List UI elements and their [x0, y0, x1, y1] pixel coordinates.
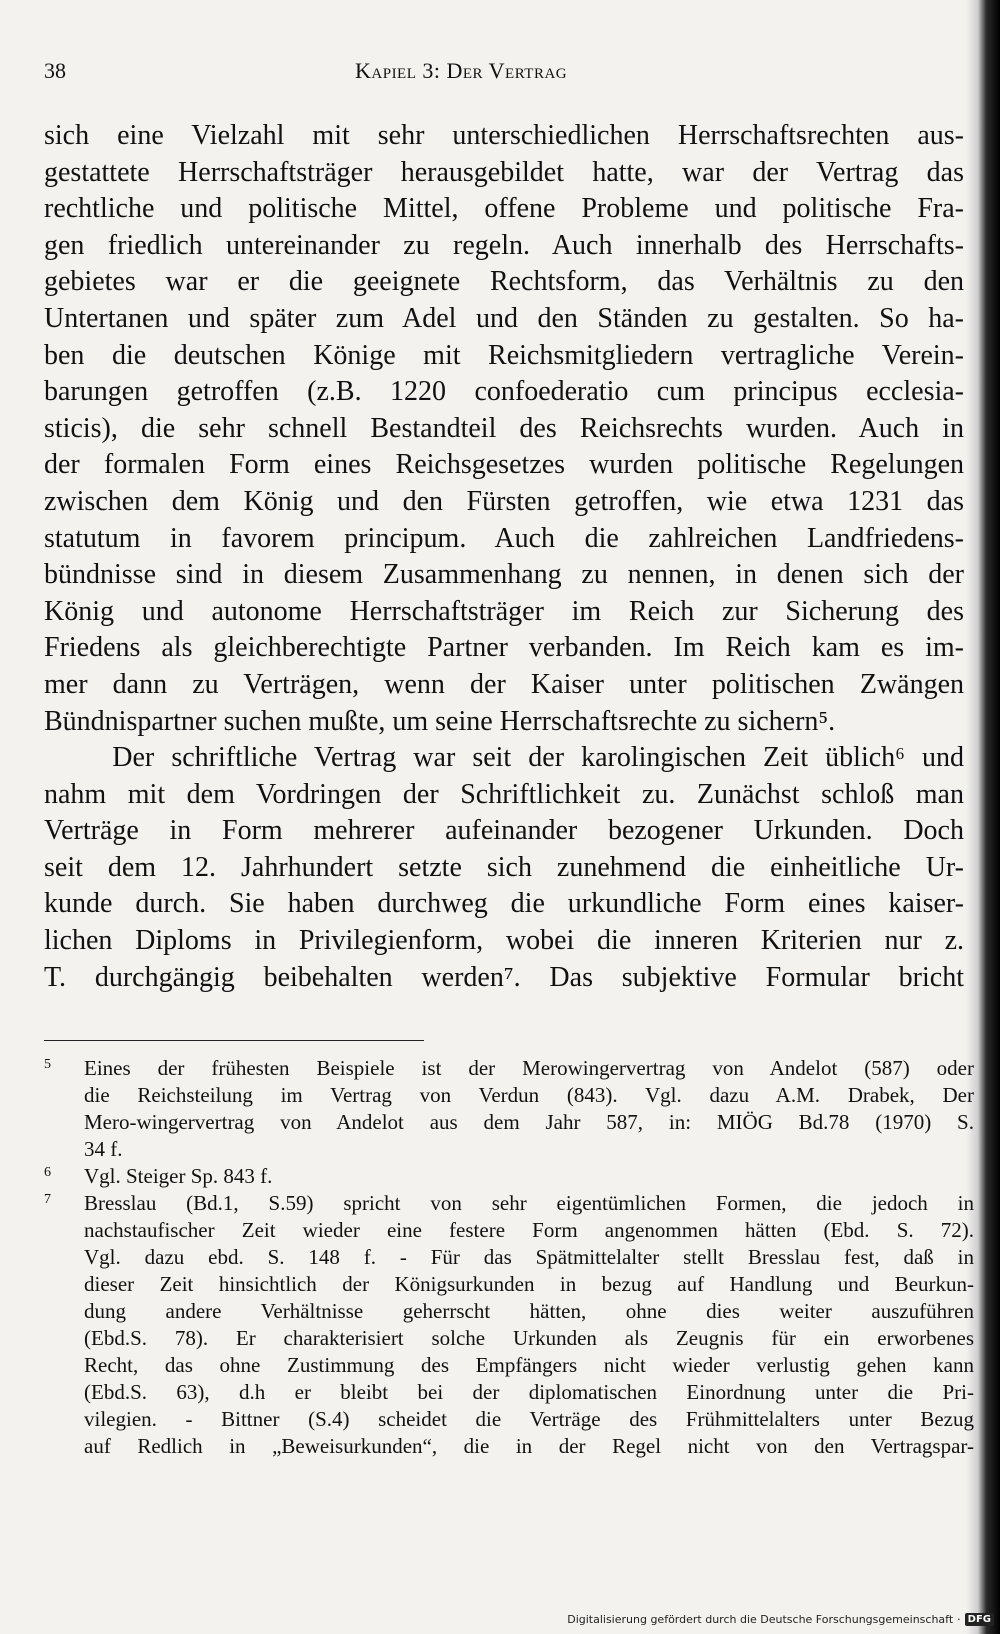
footnote-line: (Ebd.S. 78). Er charakterisiert solche Urkunden als Zeugnis für ein erworbenes — [84, 1326, 974, 1350]
digitization-text: Digitalisierung gefördert durch die Deutsche Forschungsgemeinschaft — [567, 1612, 954, 1626]
body-line: sich eine Vielzahl mit sehr unterschiedlichen Herrschaftsrechten aus- — [44, 120, 964, 151]
body-line: barungen getroffen (z.B. 1220 confoederatio cum principus ecclesia- — [44, 376, 964, 408]
body-line: gen friedlich untereinander zu regeln. Auch innerhalb des Herrschafts- — [44, 229, 964, 261]
body-line: rechtliche und politische Mittel, offene Probleme und politische Fra- — [44, 193, 964, 225]
body-line: Untertanen und später zum Adel und den Ständen zu gestalten. So ha- — [44, 302, 964, 334]
body-line: sticis), die sehr schnell Bestandteil des Reichsrechts wurden. Auch in — [44, 412, 964, 444]
footnote-mark: 7 — [44, 1192, 51, 1207]
footnote-text: Bresslau (Bd.1, S.59) spricht von sehr eigentümlichen Formen, die jedoch in — [84, 1191, 974, 1215]
body-line: statutum in favorem principum. Auch die zahlreichen Landfriedens- — [44, 522, 964, 554]
body-line: bündnisse sind in diesem Zusammenhang zu nennen, in denen sich der — [44, 559, 964, 591]
body-line: nahm mit dem Vordringen der Schriftlichkeit zu. Zunächst schloß man — [44, 778, 964, 810]
footnote-mark: 6 — [44, 1165, 51, 1180]
body-line: Bündnispartner suchen mußte, um seine Herrschaftsrechte zu sichern⁵. — [44, 705, 836, 737]
footnote-line: (Ebd.S. 63), d.h er bleibt bei der diplomatischen Einordnung unter die Pri- — [84, 1380, 974, 1404]
footnote-line — [44, 1055, 974, 1082]
footnote-line: auf Redlich in „Beweisurkunden“, die in der Regel nicht von den Vertragspar- — [84, 1434, 974, 1458]
body-line: T. durchgängig beibehalten werden⁷. Das subjektive Formular bricht — [44, 961, 964, 993]
body-line: ben die deutschen Könige mit Reichsmitgliedern vertragliche Verein- — [44, 339, 964, 371]
footnote-line — [44, 1190, 974, 1217]
footnote-line: 34 f. — [84, 1137, 123, 1161]
footnote-line — [44, 1163, 974, 1190]
body-line: gebietes war er die geeignete Rechtsform, das Verhältnis zu den — [44, 266, 964, 298]
footnote-line: Recht, das ohne Zustimmung des Empfängers nicht wieder verlustig gehen kann — [84, 1353, 974, 1377]
body-line: mer dann zu Verträgen, wenn der Kaiser unter politischen Zwängen — [44, 668, 964, 700]
footnote-mark: 5 — [44, 1057, 51, 1072]
footnote-line: dieser Zeit hinsichtlich der Königsurkunden in bezug auf Handlung und Beurkun- — [84, 1272, 974, 1296]
footnote-line: die Reichsteilung im Vertrag von Verdun (843). Vgl. dazu A.M. Drabek, Der — [84, 1083, 974, 1107]
body-line: kunde durch. Sie haben durchweg die urkundliche Form eines kaiser- — [44, 888, 964, 920]
footnotes — [44, 1055, 974, 1460]
footnote-line: dung andere Verhältnisse geherrscht hätten, ohne dies weiter auszuführen — [84, 1299, 974, 1323]
body-line: lichen Diploms in Privilegienform, wobei die inneren Kriterien nur z. — [44, 925, 964, 957]
body-line: Friedens als gleichberechtigte Partner verbanden. Im Reich kam es im- — [44, 632, 964, 664]
body-line: zwischen dem König und den Fürsten getroffen, wie etwa 1231 das — [44, 485, 964, 517]
main-text — [44, 118, 964, 996]
body-line: gestattete Herrschaftsträger herausgebildet hatte, war der Vertrag das — [44, 156, 964, 188]
body-line: Der schriftliche Vertrag war seit der karolingischen Zeit üblich⁶ und — [44, 742, 964, 774]
footnote-text: Eines der frühesten Beispiele ist der Merowingervertrag von Andelot (587) oder — [84, 1056, 974, 1080]
page-number: 38 — [44, 58, 66, 83]
digitization-notice — [567, 1608, 994, 1630]
separator: · — [957, 1612, 961, 1626]
body-line: Verträge in Form mehrerer aufeinander bezogener Urkunden. Doch — [44, 815, 964, 847]
footnote-line: Vgl. dazu ebd. S. 148 f. - Für das Spätmittelalter stellt Bresslau fest, daß in — [84, 1245, 974, 1269]
footnote-rule — [44, 1040, 424, 1041]
footnote-line: vilegien. - Bittner (S.4) scheidet die Verträge des Frühmittelalters unter Bezug — [84, 1407, 974, 1431]
body-line: der formalen Form eines Reichsgesetzes wurden politische Regelungen — [44, 449, 964, 481]
footnote-text: Vgl. Steiger Sp. 843 f. — [84, 1164, 273, 1188]
footnote-line: Mero-wingervertrag von Andelot aus dem Jahr 587, in: MIÖG Bd.78 (1970) S. — [84, 1110, 974, 1134]
body-line: König und autonome Herrschaftsträger im Reich zur Sicherung des — [44, 595, 964, 627]
running-head: Kapiel 3: Der Vertrag — [355, 58, 568, 83]
dfg-logo-icon: DFG — [965, 1613, 994, 1626]
body-line: seit dem 12. Jahrhundert setzte sich zunehmend die einheitliche Ur- — [44, 851, 964, 883]
footnote-line: nachstaufischer Zeit wieder eine festere Form angenommen hätten (Ebd. S. 72). — [84, 1218, 974, 1242]
